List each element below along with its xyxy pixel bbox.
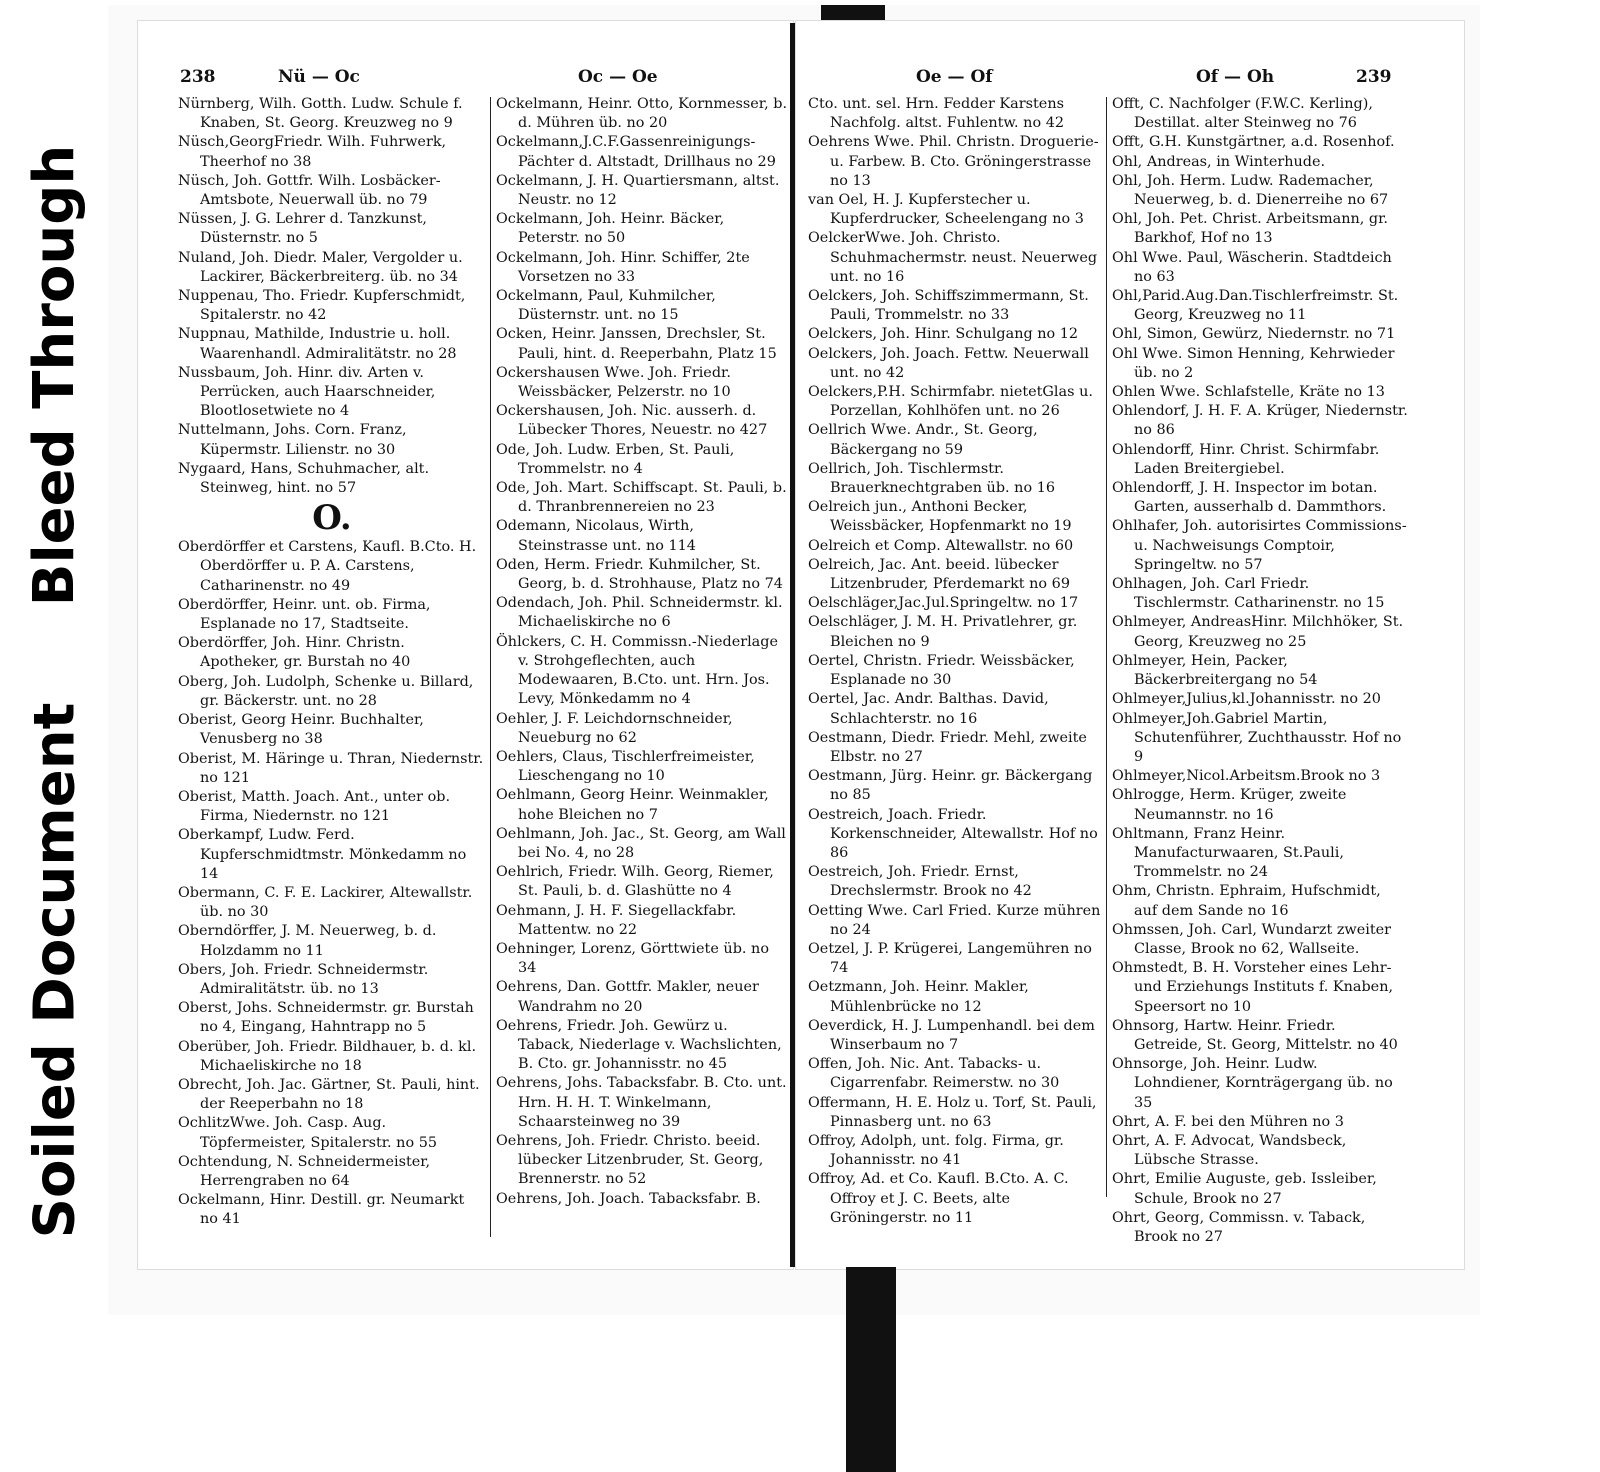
directory-entry: Oberst, Johs. Schneidermstr. gr. Burstah no 4, Eingang, Hahntrapp no 5 <box>178 1000 474 1036</box>
directory-entry: Oelckers, Joh. Joach. Fettw. Neuerwall unt. no 42 <box>808 345 1089 381</box>
directory-entry: Oelckers, Joh. Hinr. Schulgang no 12 <box>808 326 1079 343</box>
directory-entry: Oberndörffer, J. M. Neuerweg, b. d. Holzdamm no 11 <box>178 923 437 959</box>
directory-entry: van Oel, H. J. Kupferstecher u. Kupferdrucker, Scheelengang no 3 <box>808 192 1084 228</box>
directory-entry: Oertel, Jac. Andr. Balthas. David, Schlachterstr. no 16 <box>808 691 1049 727</box>
directory-entry: Offen, Joh. Nic. Ant. Tabacks- u. Cigarrenfabr. Reimerstw. no 30 <box>808 1056 1060 1092</box>
right-page-header-1: Oe — Of <box>916 67 993 87</box>
directory-entry: Ockelmann,J.C.F.Gassenreinigungs-Pächter d. Altstadt, Drillhaus no 29 <box>496 134 776 170</box>
directory-entry: Ohl Wwe. Simon Henning, Kehrwieder üb. no 2 <box>1112 345 1395 381</box>
directory-entry: Ohnsorge, Joh. Heinr. Ludw. Lohndiener, Kornträgergang üb. no 35 <box>1112 1056 1393 1111</box>
directory-entry: Oehler, J. F. Leichdornschneider, Neueburg no 62 <box>496 710 733 746</box>
book-spread <box>108 5 1480 1315</box>
directory-entry: Nürnberg, Wilh. Gotth. Ludw. Schule f. Knaben, St. Georg. Kreuzweg no 9 <box>178 96 463 132</box>
directory-entry: Oden, Herm. Friedr. Kuhmilcher, St. Georg, b. d. Strohhause, Platz no 74 <box>496 556 783 593</box>
directory-entry: Oehrens, Johs. Tabacksfabr. B. Cto. unt. Hrn. H. H. T. Winkelmann, Schaarsteinweg no 39 <box>496 1075 787 1130</box>
column-divider <box>1106 97 1107 1197</box>
directory-entry: Nüssen, J. G. Lehrer d. Tanzkunst, Düsternstr. no 5 <box>178 211 427 247</box>
directory-entry: Ohmstedt, B. H. Vorsteher eines Lehr- und Erziehungs Instituts f. Knaben, Speersort no 10 <box>1112 960 1394 1015</box>
directory-entry: Ohmssen, Joh. Carl, Wundarzt zweiter Classe, Brook no 62, Wallseite. <box>1112 921 1392 957</box>
directory-entry: Oberist, Georg Heinr. Buchhalter, Venusberg no 38 <box>178 712 424 748</box>
left-page-column-2 <box>496 95 788 1209</box>
directory-entry: Oelreich jun., Anthoni Becker, Weissbäcker, Hopfenmarkt no 19 <box>808 499 1072 535</box>
left-page-column-1 <box>178 95 486 1230</box>
directory-entry: Ohl, Simon, Gewürz, Niedernstr. no 71 <box>1112 326 1396 343</box>
directory-entry: Ohrt, A. F. bei den Mühren no 3 <box>1112 1113 1344 1130</box>
directory-entry: Oelckers, Joh. Schiffszimmermann, St. Pauli, Trommelstr. no 33 <box>808 288 1089 324</box>
directory-entry: Oberdörffer et Carstens, Kaufl. B.Cto. H. Oberdörffer u. P. A. Carstens, Catharinenstr. no 49 <box>178 539 477 594</box>
right-page-column-1 <box>808 95 1104 1228</box>
directory-entry: Oelschläger,Jac.Jul.Springeltw. no 17 <box>808 595 1079 612</box>
directory-entry: Ocken, Heinr. Janssen, Drechsler, St. Pauli, hint. d. Reeperbahn, Platz 15 <box>496 326 777 362</box>
directory-entry: Oelschläger, J. M. H. Privatlehrer, gr. Bleichen no 9 <box>808 614 1078 650</box>
directory-entry: Ohnsorg, Hartw. Heinr. Friedr. Getreide, St. Georg, Mittelstr. no 40 <box>1112 1017 1398 1053</box>
directory-entry: Ohrt, Emilie Auguste, geb. Issleiber, Schule, Brook no 27 <box>1112 1171 1377 1207</box>
directory-entry: Nuppenau, Tho. Friedr. Kupferschmidt, Spitalerstr. no 42 <box>178 288 466 324</box>
directory-entry: Obermann, C. F. E. Lackirer, Altewallstr. üb. no 30 <box>178 884 473 921</box>
bleed-through-label: Bleed Through <box>22 144 88 606</box>
directory-entry: Ohl,Parid.Aug.Dan.Tischlerfreimstr. St. Georg, Kreuzweg no 11 <box>1112 288 1399 324</box>
directory-entry: Ode, Joh. Mart. Schiffscapt. St. Pauli, b. d. Thranbrennereien no 23 <box>496 480 787 516</box>
directory-entry: Ockelmann, Paul, Kuhmilcher, Düsternstr. unt. no 15 <box>496 288 716 324</box>
directory-entry: Oehrens, Dan. Gottfr. Makler, neuer Wandrahm no 20 <box>496 979 759 1015</box>
directory-entry: Oberist, Matth. Joach. Ant., unter ob. Firma, Niedernstr. no 121 <box>178 788 451 825</box>
directory-entry: Ockershausen Wwe. Joh. Friedr. Weissbäcker, Pelzerstr. no 10 <box>496 364 731 401</box>
directory-entry: Ockershausen, Joh. Nic. ausserh. d. Lübecker Thores, Neuestr. no 427 <box>496 403 768 439</box>
directory-entry: Offroy, Adolph, unt. folg. Firma, gr. Johannisstr. no 41 <box>808 1132 1064 1169</box>
directory-entry: Ohl, Andreas, in Winterhude. <box>1112 153 1326 170</box>
directory-entry: Oberg, Joh. Ludolph, Schenke u. Billard, gr. Bäckerstr. unt. no 28 <box>178 673 474 709</box>
directory-entry: Oestreich, Joh. Friedr. Ernst, Drechslermstr. Brook no 42 <box>808 864 1032 900</box>
column-divider <box>490 97 491 1237</box>
directory-entry: Ohlmeyer,Nicol.Arbeitsm.Brook no 3 <box>1112 768 1381 785</box>
directory-entry: Nygaard, Hans, Schuhmacher, alt. Steinweg, hint. no 57 <box>178 460 430 497</box>
left-page-number: 238 <box>180 67 216 87</box>
directory-entry: Offt, C. Nachfolger (F.W.C. Kerling), Destillat. alter Steinweg no 76 <box>1112 96 1373 132</box>
directory-entry: Ockelmann, Joh. Hinr. Schiffer, 2te Vorsetzen no 33 <box>496 249 750 285</box>
section-letter: O. <box>312 498 352 539</box>
right-page <box>796 21 1464 1269</box>
directory-entry: Ohl, Joh. Herm. Ludw. Rademacher, Neuerweg, b. d. Dienerreihe no 67 <box>1112 172 1389 209</box>
directory-entry: Ochtendung, N. Schneidermeister, Herrengraben no 64 <box>178 1153 431 1189</box>
directory-entry: Oehrens, Joh. Friedr. Christo. beeid. lübecker Litzenbruder, St. Georg, Brennerstr. no 52 <box>496 1132 764 1188</box>
directory-entry: Ohlhafer, Joh. autorisirtes Commissions- u. Nachweisungs Comptoir, Springeltw. no 57 <box>1112 518 1407 573</box>
directory-entry: Odendach, Joh. Phil. Schneidermstr. kl. Michaeliskirche no 6 <box>496 595 783 631</box>
directory-entry: Obers, Joh. Friedr. Schneidermstr. Admiralitätstr. üb. no 13 <box>178 961 429 997</box>
directory-entry: Oetzmann, Joh. Heinr. Makler, Mühlenbrücke no 12 <box>808 979 1029 1015</box>
directory-entry: Ockelmann, Heinr. Otto, Kornmesser, b. d. Mühren üb. no 20 <box>496 96 788 132</box>
ribbon-bookmark-bottom <box>846 1267 896 1472</box>
directory-entry: Ohlendorff, Hinr. Christ. Schirmfabr. Laden Breitergiebel. <box>1112 441 1380 477</box>
directory-entry: Ockelmann, J. H. Quartiersmann, altst. Neustr. no 12 <box>496 172 780 209</box>
directory-entry: Ockelmann, Joh. Heinr. Bäcker, Peterstr. no 50 <box>496 211 725 247</box>
directory-entry: Offt, G.H. Kunstgärtner, a.d. Rosenhof. <box>1112 134 1395 151</box>
directory-entry: Ohl, Joh. Pet. Christ. Arbeitsmann, gr. Barkhof, Hof no 13 <box>1112 211 1388 247</box>
directory-entry: Oelreich, Jac. Ant. beeid. lübecker Litzenbruder, Pferdemarkt no 69 <box>808 556 1070 593</box>
right-page-number: 239 <box>1356 67 1392 87</box>
right-page-header-2: Of — Oh <box>1196 67 1275 87</box>
directory-entry: Ohm, Christn. Ephraim, Hufschmidt, auf dem Sande no 16 <box>1112 883 1381 919</box>
directory-entry: Oelreich et Comp. Altewallstr. no 60 <box>808 537 1074 554</box>
directory-entry: Oehninger, Lorenz, Görttwiete üb. no 34 <box>496 940 769 977</box>
directory-entry: Oberdörffer, Joh. Hinr. Christn. Apotheker, gr. Burstah no 40 <box>178 635 411 671</box>
right-page-column-2 <box>1112 95 1408 1247</box>
directory-entry: Oellrich, Joh. Tischlermstr. Brauerknechtgraben üb. no 16 <box>808 460 1056 497</box>
soiled-document-label: Soiled Document <box>22 702 88 1238</box>
directory-entry: Oelckers,P.H. Schirmfabr. nietetGlas u. Porzellan, Kohlhöfen unt. no 26 <box>808 384 1093 420</box>
directory-entry: Oetzel, J. P. Krügerei, Langemühren no 74 <box>808 940 1092 977</box>
directory-entry: Oehlrich, Friedr. Wilh. Georg, Riemer, St. Pauli, b. d. Glashütte no 4 <box>496 864 774 900</box>
directory-entry: Ode, Joh. Ludw. Erben, St. Pauli, Trommelstr. no 4 <box>496 441 735 477</box>
directory-entry: Oehrens, Friedr. Joh. Gewürz u. Taback, Niederlage v. Wachslichten, B. Cto. gr. Johannisstr. no 45 <box>496 1017 782 1073</box>
directory-entry: Ohrt, Georg, Commissn. v. Taback, Brook no 27 <box>1112 1209 1366 1245</box>
directory-entry: Ohlen Wwe. Schlafstelle, Kräte no 13 <box>1112 384 1385 401</box>
directory-entry: Nuttelmann, Johs. Corn. Franz, Küpermstr. Lilienstr. no 30 <box>178 422 407 458</box>
directory-entry: Oehrens, Joh. Joach. Tabacksfabr. B. <box>496 1190 761 1207</box>
directory-entry: Odemann, Nicolaus, Wirth, Steinstrasse unt. no 114 <box>496 518 696 554</box>
left-page <box>138 21 793 1269</box>
directory-entry: Oberüber, Joh. Friedr. Bildhauer, b. d. kl. Michaeliskirche no 18 <box>178 1038 477 1074</box>
directory-entry: Oestreich, Joach. Friedr. Korkenschneider, Altewallstr. Hof no 86 <box>808 806 1098 861</box>
directory-entry: Nussbaum, Joh. Hinr. div. Arten v. Perrücken, auch Haarschneider, Blootlosetwiete no 4 <box>178 364 436 420</box>
directory-entry: Cto. unt. sel. Hrn. Fedder Karstens Nachfolg. altst. Fuhlentw. no 42 <box>808 96 1065 132</box>
directory-entry: Ohlmeyer,Julius,kl.Johannisstr. no 20 <box>1112 691 1381 708</box>
directory-entry: Ockelmann, Hinr. Destill. gr. Neumarkt no 41 <box>178 1192 465 1228</box>
directory-entry: Oberdörffer, Heinr. unt. ob. Firma, Esplanade no 17, Stadtseite. <box>178 596 431 633</box>
directory-entry: Oeverdick, H. J. Lumpenhandl. bei dem Winserbaum no 7 <box>808 1017 1095 1053</box>
directory-entry: Oestmann, Jürg. Heinr. gr. Bäckergang no 85 <box>808 768 1093 804</box>
directory-entry: Nuland, Joh. Diedr. Maler, Vergolder u. Lackirer, Bäckerbreiterg. üb. no 34 <box>178 249 463 285</box>
directory-entry: Ohlrogge, Herm. Krüger, zweite Neumannstr. no 16 <box>1112 787 1347 823</box>
directory-entry: Nuppnau, Mathilde, Industrie u. holl. Waarenhandl. Admiralitätstr. no 28 <box>178 326 457 362</box>
directory-entry: Nüsch, Joh. Gottfr. Wilh. Losbäcker-Amtsbote, Neuerwall üb. no 79 <box>178 172 441 209</box>
directory-entry: OchlitzWwe. Joh. Casp. Aug. Töpfermeister, Spitalerstr. no 55 <box>178 1115 438 1151</box>
directory-entry: Ohlendorf, J. H. F. A. Krüger, Niedernstr. no 86 <box>1112 403 1408 439</box>
directory-entry: Ohl Wwe. Paul, Wäscherin. Stadtdeich no 63 <box>1112 249 1392 285</box>
directory-entry: Oehlmann, Joh. Jac., St. Georg, am Wall bei No. 4, no 28 <box>496 825 786 861</box>
directory-entry: Nüsch,GeorgFriedr. Wilh. Fuhrwerk, Theerhof no 38 <box>178 134 447 170</box>
directory-entry: OelckerWwe. Joh. Christo. Schuhmachermstr. neust. Neuerweg unt. no 16 <box>808 230 1098 285</box>
directory-entry: Oestmann, Diedr. Friedr. Mehl, zweite Elbstr. no 27 <box>808 729 1087 765</box>
directory-entry: Oetting Wwe. Carl Fried. Kurze mühren no 24 <box>808 902 1101 938</box>
directory-entry: Oberkampf, Ludw. Ferd. Kupferschmidtmstr. Mönkedamm no 14 <box>178 827 467 882</box>
directory-entry: Öhlckers, C. H. Commissn.-Niederlage v. Strohgeflechten, auch Modewaaren, B.Cto. unt. Hrn. Jos. Levy, Mönkedamm no 4 <box>496 633 778 708</box>
directory-entry: Offroy, Ad. et Co. Kaufl. B.Cto. A. C. Offroy et J. C. Beets, alte Gröningerstr. no 11 <box>808 1171 1069 1226</box>
directory-entry: Ohltmann, Franz Heinr. Manufacturwaaren, St.Pauli, Trommelstr. no 24 <box>1112 825 1344 881</box>
directory-entry: Oehlers, Claus, Tischlerfreimeister, Lieschengang no 10 <box>496 748 755 785</box>
directory-entry: Oellrich Wwe. Andr., St. Georg, Bäckergang no 59 <box>808 422 1038 458</box>
directory-entry: Oertel, Christn. Friedr. Weissbäcker, Esplanade no 30 <box>808 652 1075 689</box>
directory-entry: Ohlhagen, Joh. Carl Friedr. Tischlermstr. Catharinenstr. no 15 <box>1112 576 1385 612</box>
directory-entry: Ohlmeyer, Hein, Packer, Bäckerbreitergang no 54 <box>1112 652 1318 689</box>
directory-entry: Ohlendorff, J. H. Inspector im botan. Garten, ausserhalb d. Dammthors. <box>1112 480 1387 516</box>
directory-entry: Offermann, H. E. Holz u. Torf, St. Pauli, Pinnasberg unt. no 63 <box>808 1094 1097 1130</box>
directory-entry: Oehlmann, Georg Heinr. Weinmakler, hohe Bleichen no 7 <box>496 787 769 823</box>
directory-entry: Oberist, M. Häringe u. Thran, Niedernstr. no 121 <box>178 750 484 786</box>
left-page-header-2: Oc — Oe <box>578 67 658 87</box>
directory-entry: Ohrt, A. F. Advocat, Wandsbeck, Lübsche Strasse. <box>1112 1132 1347 1169</box>
directory-entry: Oehrens Wwe. Phil. Christn. Droguerie- u. Farbew. B. Cto. Gröningerstrasse no 13 <box>808 134 1099 189</box>
directory-entry: Oehmann, J. H. F. Siegellackfabr. Mattentw. no 22 <box>496 902 737 938</box>
directory-entry: Ohlmeyer,Joh.Gabriel Martin, Schutenführer, Zuchthausstr. Hof no 9 <box>1112 710 1402 765</box>
directory-entry: Ohlmeyer, AndreasHinr. Milchhöker, St. Georg, Kreuzweg no 25 <box>1112 614 1404 650</box>
left-page-header-1: Nü — Oc <box>278 67 360 87</box>
directory-entry: Obrecht, Joh. Jac. Gärtner, St. Pauli, hint. der Reeperbahn no 18 <box>178 1076 480 1113</box>
